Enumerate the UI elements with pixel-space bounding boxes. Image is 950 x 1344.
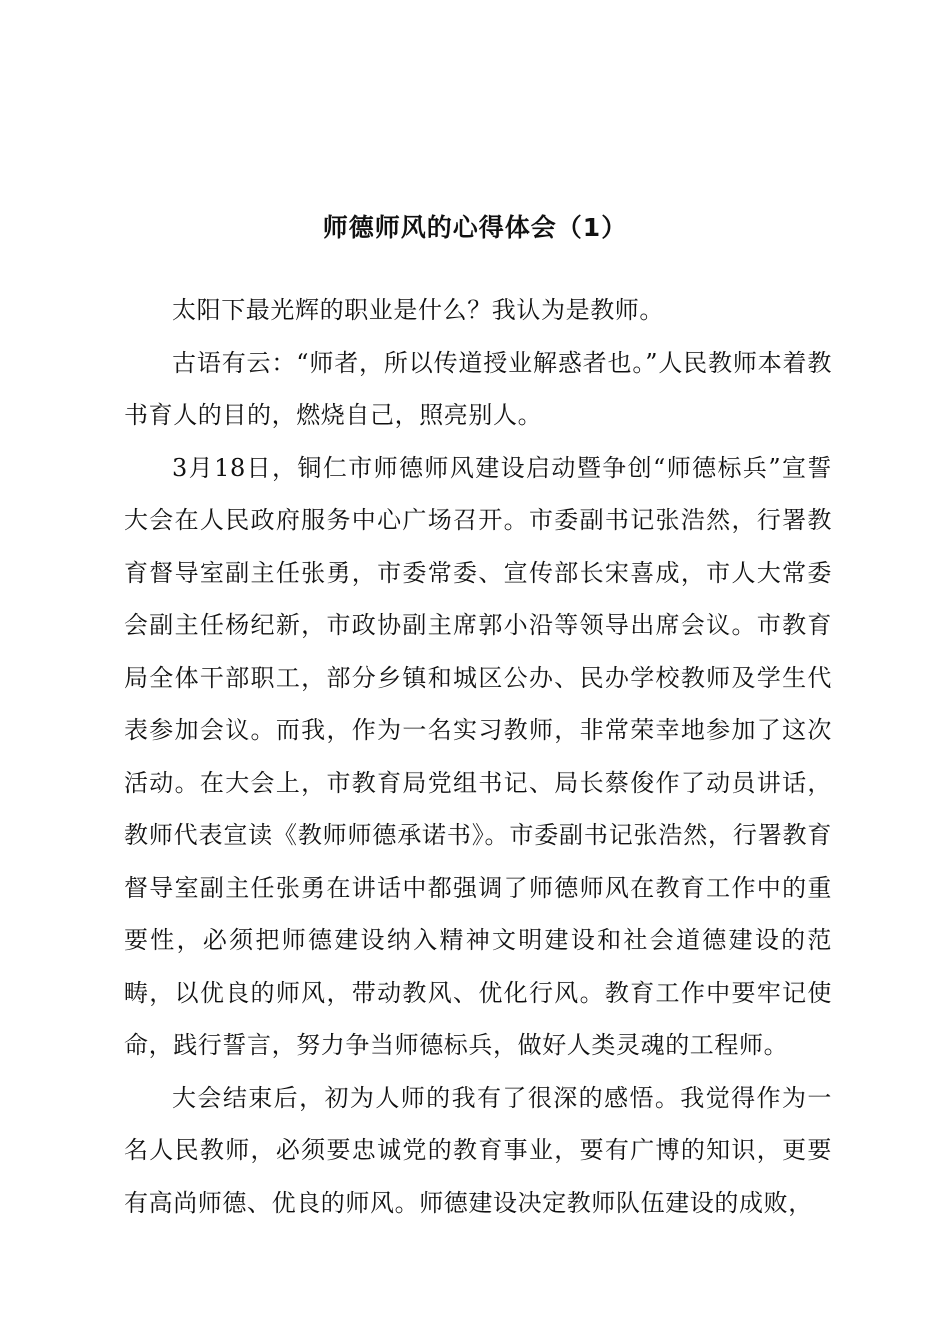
paragraph-2: 古语有云：“师者，所以传道授业解惑者也。”人民教师本着教书育人的目的，燃烧自己，照亮别人。 bbox=[124, 348, 832, 429]
document-title: 师德师风的心得体会（1） bbox=[322, 213, 628, 242]
paragraph-4: 大会结束后，初为人师的我有了很深的感悟。我觉得作为一名人民教师，必须要忠诚党的教育事业，要有广博的知识，更要有高尚师德、优良的师风。师德建设决定教师队伍建设的成败， bbox=[124, 1083, 832, 1217]
paragraph-3: 3月18日，铜仁市师德师风建设启动暨争创“师德标兵”宣誓大会在人民政府服务中心广场召开。市委副书记张浩然，行署教育督导室副主任张勇，市委常委、宣传部长宋喜成，市人大常委会副主任杨纪新，市政协副主席郭小沿等领导出席会议。市教育局全体干部职工，部分乡镇和城区公办、民办学校教师及学生代表参加会议。而我，作为一名实习教师，非常荣幸地参加了这次活动。在大会上，市教育局党组书记、局长蔡俊作了动员讲话，教师代表宣读《教师师德承诺书》。市委副书记张浩然，行署教育督导室副主任张勇在讲话中都强调了师德师风在教育工作中的重要性，必须把师德建设纳入精神文明建设和社会道德建设的范畴，以优良的师风，带动教风、优化行风。教育工作中要牢记使命，践行誓言，努力争当师德标兵，做好人类灵魂的工程师。 bbox=[124, 453, 832, 1059]
paragraph-1: 太阳下最光辉的职业是什么？我认为是教师。 bbox=[172, 296, 664, 324]
document-body bbox=[124, 284, 832, 1229]
